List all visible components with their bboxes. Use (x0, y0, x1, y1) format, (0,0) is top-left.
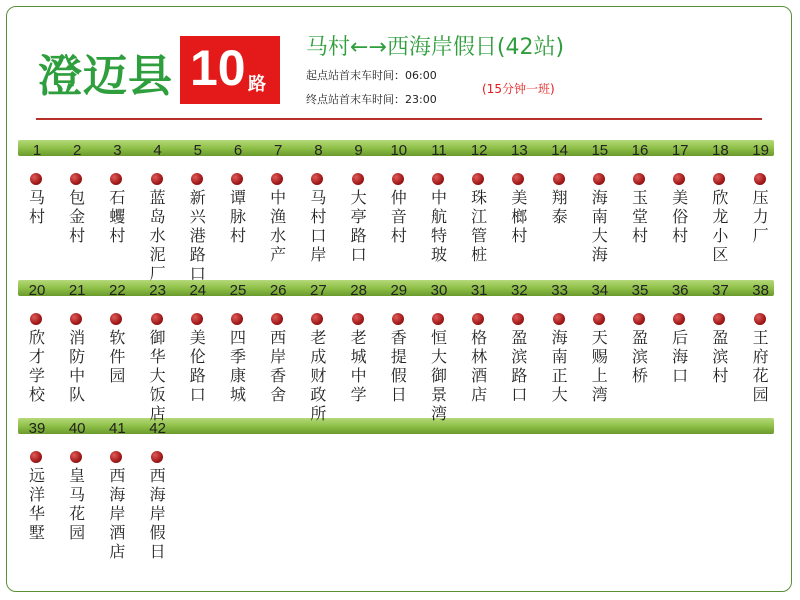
stop-number: 4 (153, 142, 162, 159)
stop-number: 23 (149, 282, 166, 299)
stop-name: 皇马花园 (69, 466, 86, 542)
stop-number: 16 (631, 142, 649, 159)
stop-name: 欣才学校 (28, 328, 45, 404)
stop-name: 西岸香舍 (270, 328, 287, 404)
stop-number: 26 (269, 282, 287, 299)
stop-name: 香提假日 (390, 328, 407, 404)
stop-marker-icon (30, 313, 42, 325)
stop-number: 22 (109, 282, 126, 299)
stop-number: 31 (470, 282, 488, 299)
frequency-note: (15分钟一班) (482, 82, 555, 96)
stop-name: 后海口 (672, 328, 689, 385)
stop-number: 29 (390, 282, 408, 299)
stop-name: 欣龙小区 (712, 188, 729, 264)
stop-number: 2 (73, 142, 82, 159)
stop-number: 6 (233, 142, 243, 159)
stop-name: 王府花园 (752, 328, 769, 404)
stop-number: 30 (430, 282, 448, 299)
stop-name: 软件园 (109, 328, 126, 385)
stop-number: 19 (752, 142, 769, 159)
stop-name: 翔泰 (551, 188, 568, 226)
stop-name: 老成财政所 (310, 328, 327, 423)
stop-name: 大亭路口 (350, 188, 367, 264)
stop-number: 37 (712, 282, 729, 299)
stop-marker-icon (553, 173, 565, 185)
stop-number: 34 (591, 282, 609, 299)
stop-name: 老城中学 (350, 328, 367, 404)
stop-number: 25 (229, 282, 247, 299)
stop-name: 远洋华墅 (28, 466, 45, 542)
stop-marker-icon (392, 313, 404, 325)
stop-name: 玉堂村 (631, 188, 648, 245)
stop-name: 海南大海 (591, 188, 608, 264)
county-name: 澄迈县 (38, 51, 173, 102)
route-badge (180, 36, 280, 104)
stop-marker-icon (754, 173, 766, 185)
end-terminal-times: 终点站首末车时间：23:00 (306, 93, 437, 106)
stop-name: 恒大御景湾 (430, 328, 447, 423)
stop-marker-icon (432, 173, 444, 185)
header-divider (36, 118, 762, 120)
stop-marker-icon (432, 313, 444, 325)
stop-marker-icon (231, 173, 243, 185)
route-number: 10 (190, 40, 246, 96)
stop-name: 御华大饭店 (149, 328, 166, 423)
stop-name: 压力厂 (752, 188, 769, 245)
stop-name: 中渔水产 (270, 188, 287, 264)
stop-number: 28 (350, 282, 367, 299)
stop-marker-icon (593, 173, 605, 185)
stop-number: 3 (113, 142, 122, 159)
stop-name: 美伦路口 (189, 328, 206, 404)
stop-number: 14 (551, 142, 568, 159)
stop-number: 40 (68, 420, 86, 437)
stop-marker-icon (151, 173, 163, 185)
stop-name: 谭脉村 (229, 188, 246, 245)
stop-marker-icon (633, 313, 645, 325)
stop-name: 石蠼村 (109, 188, 126, 245)
stop-number: 5 (193, 142, 202, 159)
stop-marker-icon (151, 451, 163, 463)
stop-number: 32 (511, 282, 528, 299)
stop-marker-icon (553, 313, 565, 325)
stop-marker-icon (30, 173, 42, 185)
stop-number: 24 (189, 282, 207, 299)
stop-name: 美榔村 (511, 188, 528, 245)
stop-number: 13 (511, 142, 528, 159)
route-title: 马村←→西海岸假日(42站) (306, 35, 565, 60)
stop-number: 20 (28, 282, 46, 299)
stop-marker-icon (392, 173, 404, 185)
stop-number: 39 (28, 420, 46, 437)
route-unit: 路 (248, 74, 266, 95)
stop-name: 新兴港路口 (189, 188, 206, 283)
stop-number: 27 (310, 282, 327, 299)
stop-marker-icon (231, 313, 243, 325)
stop-number: 12 (470, 142, 488, 159)
stop-number: 41 (109, 420, 126, 437)
stop-name: 盈滨村 (712, 328, 729, 385)
stop-name: 盈滨桥 (631, 328, 648, 385)
stop-number: 1 (32, 142, 42, 159)
stop-marker-icon (352, 173, 364, 185)
stop-number: 10 (390, 142, 408, 159)
stop-name: 马村 (28, 188, 45, 226)
stop-name: 格林酒店 (471, 328, 488, 404)
stop-number: 42 (149, 420, 166, 437)
stop-number: 17 (671, 142, 689, 159)
start-terminal-times: 起点站首末车时间：06:00 (306, 69, 437, 82)
stop-marker-icon (633, 173, 645, 185)
stop-marker-icon (191, 173, 203, 185)
stop-marker-icon (30, 451, 42, 463)
stop-marker-icon (352, 313, 364, 325)
stop-name: 美俗村 (672, 188, 689, 245)
stop-number: 8 (314, 142, 323, 159)
stop-name: 包金村 (69, 188, 86, 245)
stop-name: 消防中队 (69, 328, 86, 404)
stop-marker-icon (191, 313, 203, 325)
stop-number: 36 (671, 282, 689, 299)
stop-number: 38 (752, 282, 769, 299)
stop-number: 33 (551, 282, 568, 299)
stop-number: 11 (431, 142, 447, 159)
stop-name: 天赐上湾 (591, 328, 608, 404)
stop-number: 35 (631, 282, 649, 299)
stop-number: 9 (354, 142, 363, 159)
stop-marker-icon (151, 313, 163, 325)
stop-name: 仲音村 (390, 188, 407, 245)
stop-name: 海南正大 (551, 328, 568, 404)
stop-name: 珠江管桩 (471, 188, 488, 264)
stop-name: 四季康城 (229, 328, 246, 404)
stop-name: 西海岸酒店 (109, 466, 126, 561)
stop-marker-icon (593, 313, 605, 325)
stop-marker-icon (754, 313, 766, 325)
stop-name: 西海岸假日 (149, 466, 166, 561)
stop-name: 蓝岛水泥厂 (149, 188, 166, 283)
stop-number: 7 (274, 142, 283, 159)
stop-name: 盈滨路口 (511, 328, 528, 404)
stop-number: 15 (591, 142, 609, 159)
stop-name: 马村口岸 (310, 188, 327, 264)
stop-number: 18 (712, 142, 729, 159)
stop-number: 21 (68, 282, 86, 299)
stop-name: 中航特玻 (430, 188, 447, 264)
